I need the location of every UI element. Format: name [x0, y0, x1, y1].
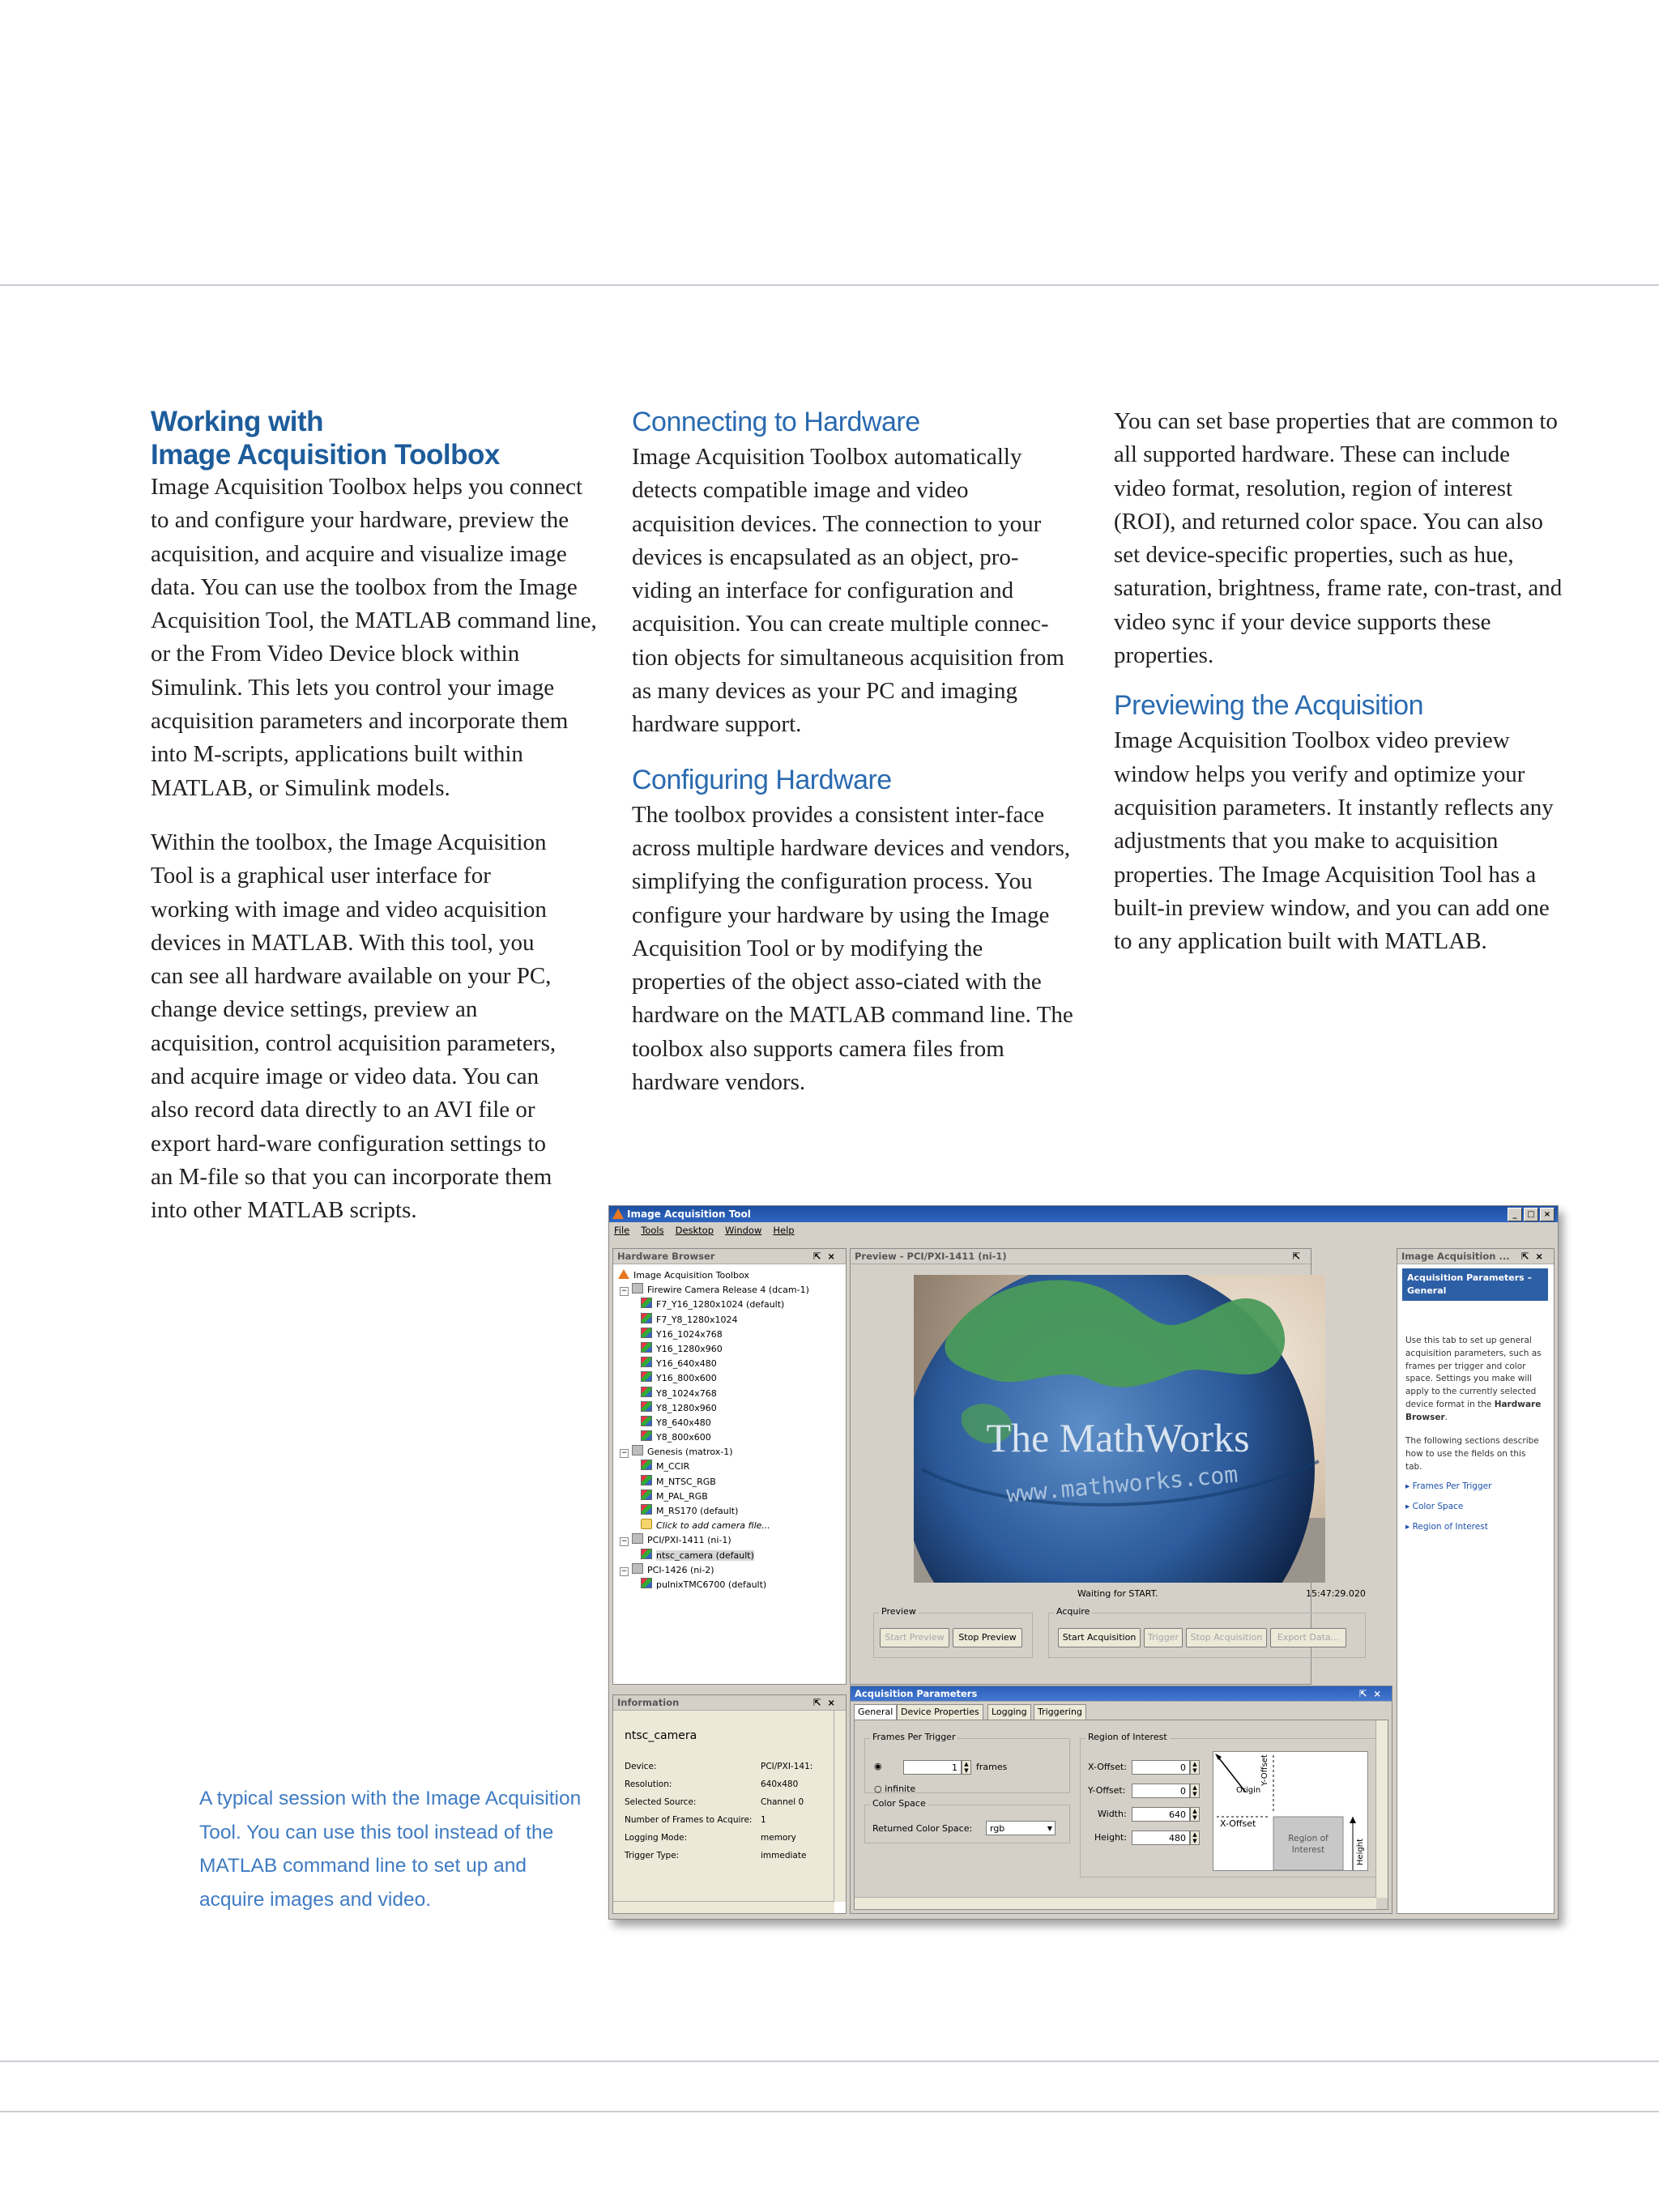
panel-title — [851, 1686, 1392, 1702]
link-label: Frames Per Trigger — [1412, 1481, 1492, 1491]
help-link-color-space[interactable]: ▸ Color Space — [1405, 1502, 1464, 1511]
column-1 — [151, 405, 604, 1249]
y-offset-label: Y-Offset: — [1088, 1785, 1126, 1796]
tree-format-node[interactable] — [618, 1298, 809, 1312]
stop-acquisition-button[interactable]: Stop Acquisition — [1186, 1628, 1267, 1647]
color-group-label: Color Space — [870, 1798, 928, 1809]
camera-icon — [632, 1563, 643, 1574]
hardware-browser-title: Hardware Browser — [617, 1251, 715, 1262]
frames-unit: frames — [976, 1762, 1008, 1772]
tree-node-label: M_NTSC_RGB — [656, 1476, 716, 1487]
scrollbar[interactable] — [834, 1711, 846, 1902]
tree-node-label: F7_Y8_1280x1024 — [656, 1314, 738, 1325]
frames-field[interactable]: 1 — [903, 1760, 962, 1775]
bottom-rule-2 — [0, 2111, 1659, 2112]
stop-preview-button[interactable]: Stop Preview — [953, 1628, 1022, 1647]
info-key: Number of Frames to Acquire: — [625, 1815, 753, 1825]
tree-format-node[interactable] — [618, 1490, 809, 1504]
video-format-icon — [641, 1387, 652, 1397]
tree-device-node[interactable] — [618, 1563, 809, 1578]
video-format-icon — [641, 1342, 652, 1353]
info-value: 640x480 — [761, 1779, 799, 1789]
menu-window[interactable]: Window — [725, 1225, 762, 1236]
tree-node-label: Click to add camera file... — [656, 1520, 770, 1532]
menu-tools[interactable]: Tools — [641, 1225, 664, 1236]
help-heading: Acquisition Parameters – General — [1402, 1268, 1548, 1301]
tree-node-label: M_CCIR — [656, 1461, 690, 1473]
y-offset-field[interactable]: 0 — [1132, 1784, 1190, 1798]
paragraph: Image Acquisition Toolbox automatically detects compatible image and video acquisition devices. The connection to your devices is encapsulated as an object, pro-viding an interface for configuration and acquisition. You can create multiple connec-tion objects for simultaneous acquisition from as many devices as your PC and imaging hardware support. — [632, 444, 1064, 738]
preview-panel — [850, 1248, 1366, 1685]
menu-file[interactable]: File — [614, 1225, 630, 1236]
window-title: Image Acquisition Tool — [627, 1208, 751, 1220]
info-key: Resolution: — [625, 1779, 672, 1789]
panel-title — [851, 1249, 1311, 1264]
diagram-height-label: Height — [1356, 1838, 1365, 1865]
info-value: immediate — [761, 1851, 807, 1860]
tree-format-node[interactable] — [618, 1416, 809, 1430]
tree-format-node[interactable] — [618, 1504, 809, 1519]
tree-format-node[interactable] — [618, 1328, 809, 1342]
video-format-icon — [641, 1401, 652, 1412]
tree-device-node[interactable] — [618, 1533, 809, 1548]
tree-format-node[interactable] — [618, 1401, 809, 1416]
width-spinner[interactable]: ▲ ▼ — [1190, 1807, 1200, 1822]
video-format-icon — [641, 1357, 652, 1367]
toolbox-icon — [618, 1269, 629, 1279]
tree-node-label: M_PAL_RGB — [656, 1490, 708, 1502]
trigger-button[interactable]: Trigger — [1144, 1628, 1183, 1647]
frames-spinner[interactable]: ▲ ▼ — [962, 1760, 971, 1775]
tab-logging[interactable]: Logging — [987, 1704, 1031, 1720]
panel-title — [613, 1695, 846, 1711]
panel-title — [1397, 1249, 1554, 1264]
acq-params-title: Acquisition Parameters — [855, 1688, 978, 1699]
collapse-icon[interactable]: − — [621, 1566, 628, 1575]
heading-previewing: Previewing the Acquisition — [1114, 690, 1424, 722]
tree-format-node[interactable] — [618, 1549, 809, 1563]
paragraph: The toolbox provides a consistent inter-face across multiple hardware devices and vendors, simplifying the configuration process. You configure your hardware by using the Image Acquisition Tool or by modifying the properties of the object asso-ciated with the hardware on the MATLAB command line. The toolbox also supports camera files from hardware vendors. — [632, 801, 1073, 1096]
diagram-xoffset-label: X-Offset — [1220, 1818, 1256, 1829]
column-3 — [1114, 405, 1567, 979]
paragraph: You can set base properties that are common to all supported hardware. These can include video format, resolution, region of interest (ROI), and returned color space. You can also set device-specific properties, such as hue, saturation, brightness, frame rate, con-trast, and video sync if your device supports these properties. — [1114, 408, 1563, 669]
tree-node-label: PCI/PXI-1411 (ni-1) — [647, 1535, 731, 1546]
tab-content — [854, 1720, 1388, 1910]
help-text: Use this tab to set up general acquisition parameters, such as frames per trigger and color space. Settings you make will apply to the currently selected device format in the — [1405, 1336, 1542, 1409]
info-value: PCI/PXI-141: — [761, 1762, 813, 1771]
section-heading-line2: Image Acquisition Toolbox — [151, 439, 500, 471]
panel-title — [613, 1249, 846, 1264]
video-format-icon — [641, 1430, 652, 1441]
info-key: Trigger Type: — [625, 1851, 680, 1860]
x-offset-field[interactable]: 0 — [1132, 1760, 1190, 1775]
scrollbar[interactable] — [855, 1897, 1376, 1909]
tree-format-node[interactable] — [618, 1342, 809, 1357]
tree-node-label: Y8_640x480 — [656, 1417, 711, 1428]
tree-node-label: pulnixTMC6700 (default) — [656, 1579, 767, 1590]
bottom-rule-1 — [0, 2061, 1659, 2062]
video-format-icon — [641, 1460, 652, 1470]
video-format-icon — [641, 1475, 652, 1485]
tree-device-node[interactable] — [618, 1445, 809, 1460]
video-format-icon — [641, 1313, 652, 1323]
video-format-icon — [641, 1504, 652, 1515]
video-format-icon — [641, 1298, 652, 1308]
add-file-icon — [641, 1519, 652, 1529]
height-label: Height: — [1094, 1832, 1128, 1843]
help-text-2: The following sections describe how to use the fields on this tab. — [1405, 1436, 1539, 1472]
scrollbar[interactable] — [1375, 1720, 1388, 1898]
width-label: Width: — [1098, 1809, 1127, 1819]
hardware-browser-panel — [612, 1248, 847, 1685]
menu-bar — [609, 1223, 1558, 1238]
preview-timestamp: 15:47:29.020 — [1306, 1588, 1366, 1599]
paragraph: Image Acquisition Toolbox video preview window helps you verify and optimize your acquisition parameters. It instantly reflects any adjustments that you make to acquisition properties. The Image Acquisition Tool has a built-in preview window, and you can add one to any application built with MATLAB. — [1114, 727, 1554, 955]
hardware-tree — [618, 1268, 809, 1592]
preview-status: Waiting for START. — [1077, 1588, 1158, 1599]
tree-node-label: Y8_1280x960 — [656, 1402, 717, 1413]
collapse-icon[interactable]: − — [621, 1449, 628, 1458]
collapse-icon[interactable]: − — [621, 1287, 628, 1296]
height-field[interactable]: 480 — [1132, 1831, 1190, 1845]
acquire-group-label: Acquire — [1054, 1606, 1092, 1617]
menu-help[interactable]: Help — [773, 1225, 795, 1236]
width-field[interactable]: 640 — [1132, 1807, 1190, 1822]
panel-controls[interactable]: ⇱ — [1292, 1251, 1307, 1262]
info-key: Device: — [625, 1762, 657, 1771]
image-text-mathworks: The MathWorks — [986, 1415, 1250, 1460]
radio-frames[interactable]: ◉ — [874, 1761, 882, 1771]
column-2 — [632, 405, 1085, 1120]
video-format-icon — [641, 1490, 652, 1500]
preview-title: Preview - PCI/PXI-1411 (ni-1) — [855, 1251, 1007, 1262]
diagram-roi-label: Region of Interest — [1288, 1834, 1328, 1855]
video-format-icon — [641, 1416, 652, 1426]
info-key: Logging Mode: — [625, 1833, 688, 1843]
link-label: Region of Interest — [1412, 1522, 1488, 1532]
video-format-icon — [641, 1328, 652, 1338]
camera-icon — [632, 1533, 643, 1544]
scrollbar[interactable] — [613, 1901, 834, 1913]
help-link-roi[interactable]: ▸ Region of Interest — [1405, 1522, 1488, 1532]
preview-image — [914, 1275, 1325, 1583]
tab-general[interactable]: General — [854, 1704, 897, 1720]
video-format-icon — [641, 1549, 652, 1559]
tree-node-label: F7_Y16_1280x1024 (default) — [656, 1299, 785, 1311]
tree-node-label: Y16_800x600 — [656, 1373, 717, 1384]
diagram-yoffset-label: Y-Offset — [1260, 1754, 1269, 1786]
start-acquisition-button[interactable]: Start Acquisition — [1058, 1628, 1141, 1647]
camera-icon — [632, 1445, 643, 1455]
returned-color-value: rgb — [990, 1823, 1005, 1834]
close-icon[interactable]: × — [1540, 1208, 1555, 1221]
acquisition-parameters-panel — [850, 1686, 1392, 1914]
info-key: Selected Source: — [625, 1797, 697, 1807]
infinite-label: infinite — [885, 1784, 916, 1794]
section-heading-line1: Working with — [151, 406, 324, 437]
tree-node-label: PCI-1426 (ni-2) — [647, 1564, 714, 1575]
info-value: memory — [761, 1833, 796, 1843]
maximize-icon[interactable]: □ — [1524, 1208, 1538, 1221]
tree-node-label: Firewire Camera Release 4 (dcam-1) — [647, 1285, 809, 1296]
panel-controls[interactable]: ⇱× — [812, 1697, 842, 1708]
info-value: Channel 0 — [761, 1797, 804, 1807]
start-preview-button[interactable]: Start Preview — [880, 1628, 949, 1647]
link-label: Color Space — [1412, 1502, 1464, 1511]
tree-node-label: Y8_1024x768 — [656, 1387, 717, 1399]
tree-root[interactable] — [618, 1268, 809, 1283]
tree-format-node[interactable] — [618, 1460, 809, 1474]
menu-desktop[interactable]: Desktop — [675, 1225, 714, 1236]
collapse-icon[interactable]: − — [621, 1537, 628, 1546]
tree-device-node[interactable] — [618, 1283, 809, 1298]
paragraph: Within the toolbox, the Image Acquisition Tool is a graphical user interface for working with image and video acquisition devices in MATLAB. With this tool, you can see all hardware available on your PC, change device settings, preview an acquisition, control acquisition parameters, and acquire image or video data. You can also record data directly to an AVI file or export hard-ware configuration settings to an M-file so that you can incorporate them into other MATLAB scripts. — [151, 829, 557, 1224]
device-name: ntsc_camera — [625, 1729, 697, 1742]
tree-node-label: Y16_1024x768 — [656, 1328, 723, 1340]
tree-node-label: Y8_800x600 — [656, 1432, 711, 1443]
window-titlebar — [609, 1206, 1558, 1222]
help-body: Use this tab to set up general acquisition parameters, such as frames per trigger and color space. Settings you make will apply to the currently selected device format in the Hardware Browser. — [1405, 1336, 1542, 1422]
tree-format-node[interactable] — [618, 1313, 809, 1328]
tab-triggering[interactable]: Triggering — [1034, 1704, 1086, 1720]
export-data-button[interactable]: Export Data... — [1270, 1628, 1346, 1647]
tree-format-node[interactable] — [618, 1519, 809, 1533]
heading-connecting: Connecting to Hardware — [632, 407, 920, 437]
video-format-icon — [641, 1578, 652, 1588]
heading-configuring: Configuring Hardware — [632, 764, 892, 795]
frames-group-label: Frames Per Trigger — [870, 1732, 957, 1742]
x-offset-spinner[interactable]: ▲ ▼ — [1190, 1760, 1200, 1775]
x-offset-label: X-Offset: — [1088, 1762, 1128, 1772]
radio-infinite[interactable]: ○ infinite — [874, 1784, 916, 1794]
camera-icon — [632, 1283, 643, 1294]
tree-node-label: Y16_1280x960 — [656, 1343, 723, 1354]
tree-root-label: Image Acquisition Toolbox — [633, 1270, 749, 1281]
returned-color-label: Returned Color Space: — [872, 1823, 973, 1834]
preview-group-label: Preview — [879, 1606, 919, 1617]
info-value: 1 — [761, 1815, 766, 1825]
minimize-icon[interactable]: _ — [1508, 1208, 1522, 1221]
globe-graphic — [914, 1275, 1325, 1583]
tree-node-label: ntsc_camera (default) — [656, 1549, 754, 1561]
y-offset-spinner[interactable]: ▲ ▼ — [1190, 1784, 1200, 1798]
help-text-bold: Hardware Browser — [1405, 1399, 1542, 1422]
information-title: Information — [617, 1697, 680, 1708]
help-panel — [1397, 1248, 1555, 1914]
roi-diagram — [1213, 1751, 1368, 1871]
tree-node-label: Genesis (matrox-1) — [647, 1447, 733, 1458]
diagram-origin-label: Origin — [1236, 1786, 1261, 1795]
figure-caption: A typical session with the Image Acquisition Tool. You can use this tool instead of the MATLAB command line to set up and acquire images and video. — [199, 1788, 582, 1911]
video-format-icon — [641, 1371, 652, 1382]
tree-node-label: M_RS170 (default) — [656, 1506, 739, 1516]
image-text-url: www.mathworks.com — [1004, 1460, 1239, 1508]
paragraph: Image Acquisition Toolbox helps you connect to and configure your hardware, preview the acquisition, and acquire and visualize image data. You can use the toolbox from the Image Acquisition Tool, the MATLAB command line, or the From Video Device block within Simulink. This lets you control your image acquisition parameters and incorporate them into M-scripts, applications built within MATLAB, or Simulink models. — [151, 474, 597, 801]
matlab-logo-icon — [612, 1208, 624, 1219]
tree-format-node[interactable] — [618, 1371, 809, 1386]
returned-color-select[interactable] — [986, 1821, 1056, 1835]
chevron-down-icon: ▼ — [1047, 1825, 1052, 1832]
height-spinner[interactable]: ▲ ▼ — [1190, 1831, 1200, 1845]
panel-controls[interactable]: ⇱× — [1358, 1688, 1388, 1699]
tree-format-node[interactable] — [618, 1475, 809, 1490]
information-panel — [612, 1694, 847, 1914]
tree-format-node[interactable] — [618, 1387, 809, 1401]
tree-format-node[interactable] — [618, 1430, 809, 1445]
tree-format-node[interactable] — [618, 1357, 809, 1371]
image-acquisition-tool-window — [608, 1205, 1559, 1920]
tree-node-label: Y16_640x480 — [656, 1358, 717, 1370]
roi-group-label: Region of Interest — [1085, 1732, 1170, 1742]
panel-controls[interactable]: ⇱× — [812, 1251, 842, 1262]
help-link-frames[interactable]: ▸ Frames Per Trigger — [1405, 1481, 1492, 1491]
panel-controls[interactable]: ⇱× — [1520, 1251, 1550, 1262]
top-rule — [0, 284, 1659, 286]
tree-format-node[interactable] — [618, 1578, 809, 1592]
tab-device-properties[interactable]: Device Properties — [897, 1704, 983, 1720]
help-title: Image Acquisition ... — [1401, 1251, 1510, 1262]
